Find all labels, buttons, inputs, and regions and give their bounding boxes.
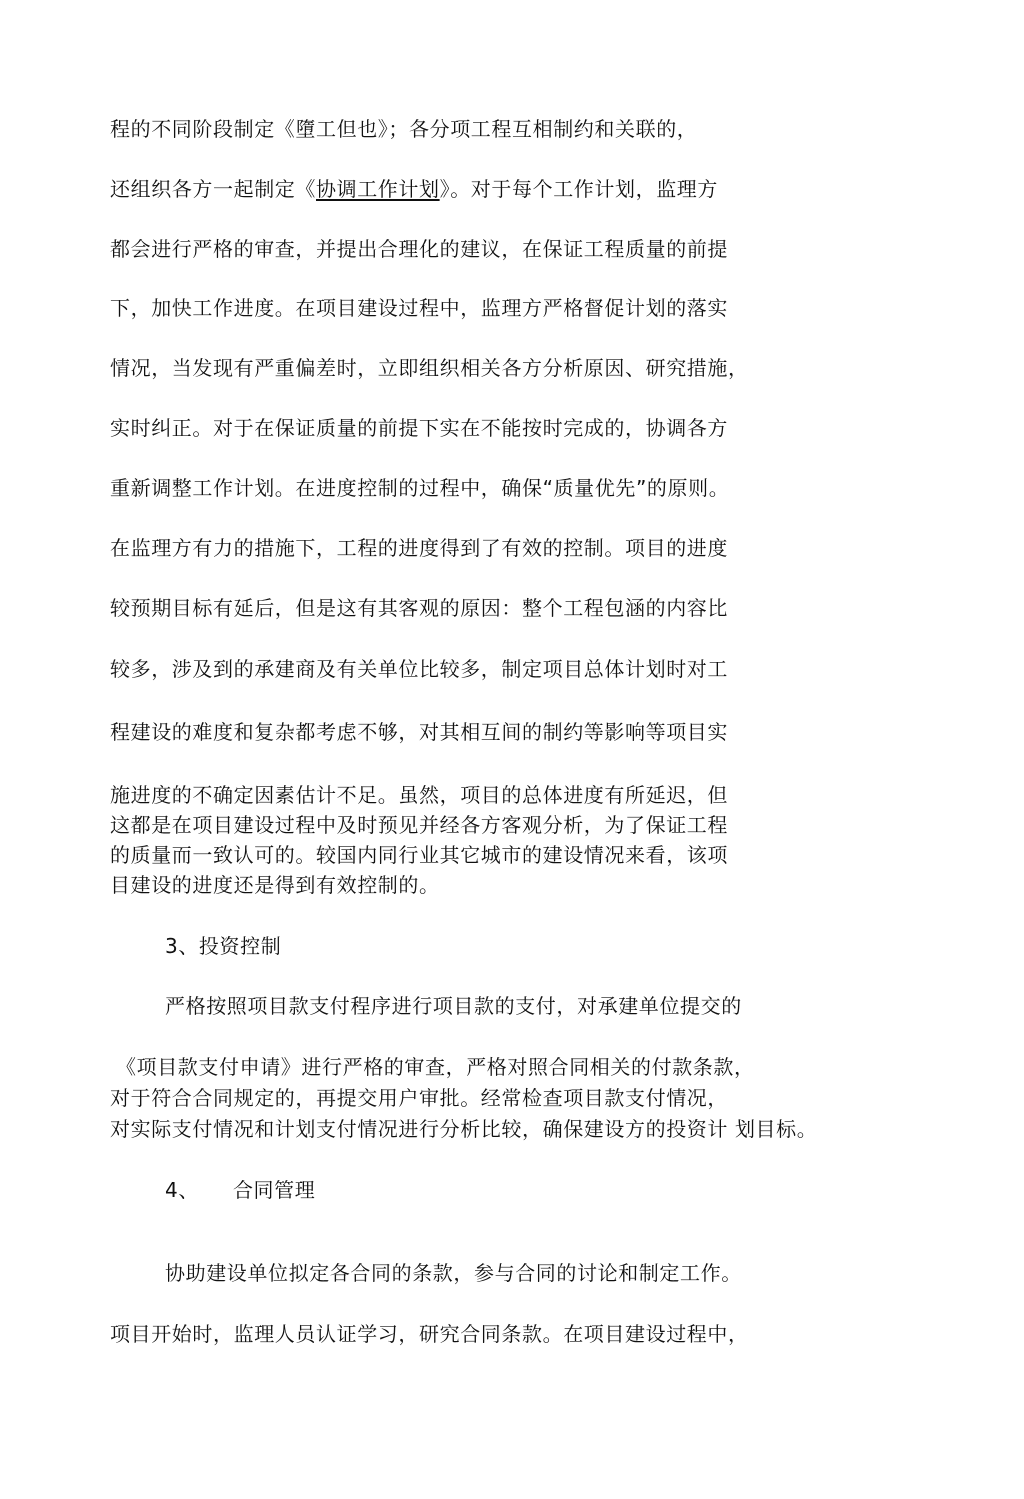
paragraph-line: 的质量而一致认可的。较国内同行业其它城市的建设情况来看，该项 (110, 843, 728, 867)
paragraph-line: 程建设的难度和复杂都考虑不够，对其相互间的制约等影响等项目实 (110, 720, 728, 744)
paragraph-line: 较预期目标有延后，但是这有其客观的原因：整个工程包涵的内容比 (110, 596, 728, 620)
paragraph-line (110, 176, 718, 202)
paragraph-line: 《项目款支付申请》进行严格的审查，严格对照合同相关的付款条款， (116, 1055, 755, 1079)
paragraph-line: 目建设的进度还是得到有效控制的。 (110, 873, 440, 897)
paragraph-line: 施进度的不确定因素估计不足。虽然，项目的总体进度有所延迟，但 (110, 783, 728, 807)
underlined-title: 协调工作计划 (316, 177, 440, 201)
paragraph-line: 下，加快工作进度。在项目建设过程中，监理方严格督促计划的落实 (110, 296, 728, 320)
paragraph-line: 较多，涉及到的承建商及有关单位比较多，制定项目总体计划时对工 (110, 657, 728, 681)
section-heading: 3、投资控制 (165, 934, 282, 958)
paragraph-line: 这都是在项目建设过程中及时预见并经各方客观分析，为了保证工程 (110, 813, 728, 837)
paragraph-line: 对实际支付情况和计划支付情况进行分析比较，确保建设方的投资计 划目标。 (110, 1117, 818, 1141)
section-title: 合同管理 (232, 1178, 316, 1202)
paragraph-line: 情况，当发现有严重偏差时，立即组织相关各方分析原因、研究措施， (110, 356, 749, 380)
paragraph-line: 程的不同阶段制定《墮工但也》；各分项工程互相制约和关联的， (110, 117, 698, 141)
paragraph-line: 对于符合合同规定的，再提交用户审批。经常检查项目款支付情况， (110, 1086, 728, 1110)
paragraph-line: 在监理方有力的措施下，工程的进度得到了有效的控制。项目的进度 (110, 536, 728, 560)
section-heading (165, 1177, 315, 1203)
text-span: 》。对于每个工作计划，监理方 (439, 177, 719, 201)
section-number: 4、 (165, 1178, 199, 1202)
text-span: 还组织各方一起制定《 (110, 177, 316, 201)
paragraph-line: 实时纠正。对于在保证质量的前提下实在不能按时完成的，协调各方 (110, 416, 728, 440)
paragraph-line: 严格按照项目款支付程序进行项目款的支付，对承建单位提交的 (165, 994, 742, 1018)
paragraph-line: 都会进行严格的审查，并提出合理化的建议，在保证工程质量的前提 (110, 237, 728, 261)
paragraph-line: 协助建设单位拟定各合同的条款，参与合同的讨论和制定工作。 (165, 1261, 742, 1285)
paragraph-line: 重新调整工作计划。在进度控制的过程中，确保“质量优先”的原则。 (110, 476, 730, 500)
paragraph-line: 项目开始时，监理人员认证学习，研究合同条款。在项目建设过程中， (110, 1322, 749, 1346)
